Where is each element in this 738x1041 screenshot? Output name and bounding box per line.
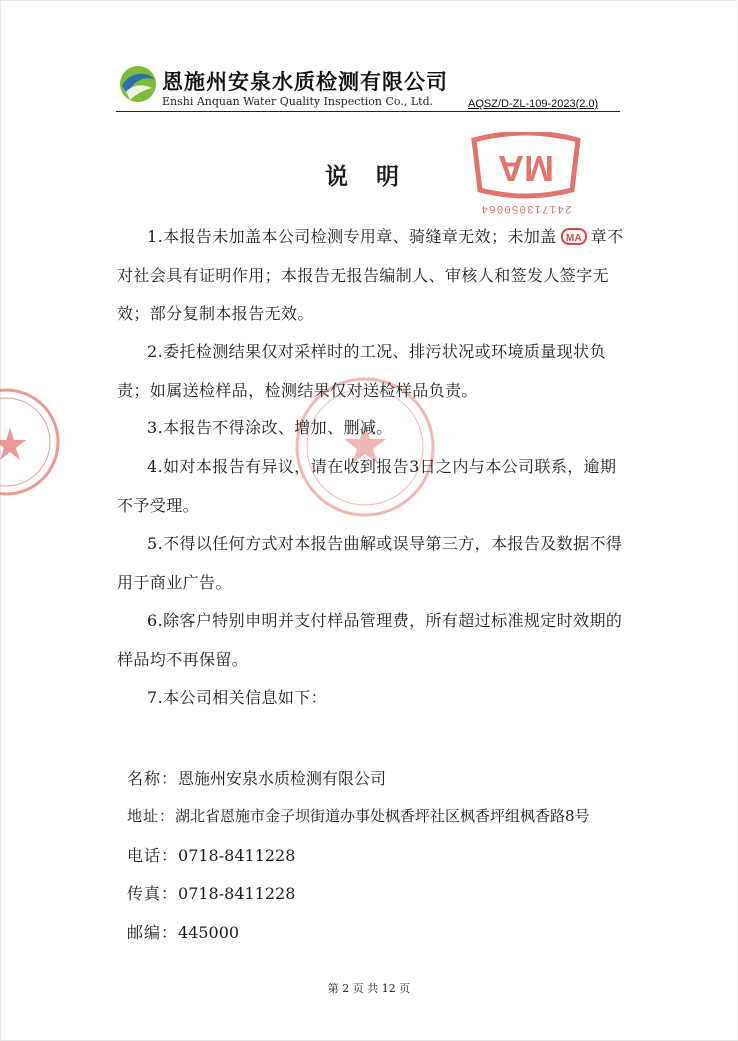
seam-seal-left [0, 372, 62, 512]
svg-text:MA: MA [565, 233, 582, 244]
note-2 [117, 333, 627, 410]
document-code: AQSZ/D-ZL-109-2023(2.0) [468, 98, 599, 110]
info-phone-row [127, 843, 295, 866]
note-2-text: 2.委托检测结果仅对采样时的工况、排污状况或环境质量现状负责；如属送检样品，检测结果仅对送检样品负责。 [117, 342, 606, 400]
info-name-row [127, 766, 386, 789]
note-6 [117, 602, 627, 679]
info-address-label: 地址： [127, 807, 176, 825]
info-postcode-label: 邮编： [127, 923, 179, 942]
info-address-row [127, 805, 590, 826]
note-3 [117, 409, 627, 448]
page-number: 第 2 页 共 12 页 [327, 982, 411, 995]
note-3-text: 3.本报告不得涂改、增加、删减。 [147, 418, 393, 437]
document-title: 说明 [325, 163, 427, 190]
cma-mark-icon [561, 228, 587, 245]
info-postcode-row [127, 920, 239, 943]
company-name-cn: 恩施州安泉水质检测有限公司 [162, 69, 448, 94]
note-5-text: 5.不得以任何方式对本报告曲解或误导第三方，本报告及数据不得用于商业广告。 [117, 534, 623, 592]
info-postcode-value: 445000 [178, 923, 240, 942]
info-phone-value: 0718-8411228 [178, 846, 296, 865]
note-5 [117, 525, 627, 602]
info-fax-label: 传真： [127, 884, 179, 903]
cma-certificate-number: 241713050064 [480, 202, 572, 214]
info-phone-label: 电话： [127, 846, 179, 865]
note-1-text-a: 1.本报告未加盖本公司检测专用章、骑缝章无效；未加盖 [147, 227, 557, 246]
note-7 [117, 679, 627, 718]
note-1-text-b: 章不对社会具有证明作用；本报告无报告编制人、审核人和签发人签字无效；部分复制本报告无效。 [117, 227, 624, 323]
note-7-text: 7.本公司相关信息如下： [147, 688, 328, 707]
info-fax-value: 0718-8411228 [178, 884, 296, 903]
note-1 [117, 218, 627, 334]
info-name-label: 名称： [127, 769, 179, 788]
info-name-value: 恩施州安泉水质检测有限公司 [178, 769, 387, 788]
company-name-en: Enshi Anquan Water Quality Inspection Co., Ltd. [162, 95, 434, 108]
note-4 [117, 448, 627, 525]
company-logo [118, 64, 158, 104]
note-4-text: 4.如对本报告有异议，请在收到报告3日之内与本公司联系，逾期不予受理。 [117, 457, 617, 515]
note-6-text: 6.除客户特别申明并支付样品管理费，所有超过标准规定时效期的样品均不再保留。 [117, 611, 623, 669]
cma-stamp-letters: MA [498, 148, 554, 189]
header-divider [116, 111, 620, 112]
info-address-value: 湖北省恩施市金子坝街道办事处枫香坪社区枫香坪组枫香路8号 [175, 807, 590, 825]
info-fax-row [127, 881, 295, 904]
